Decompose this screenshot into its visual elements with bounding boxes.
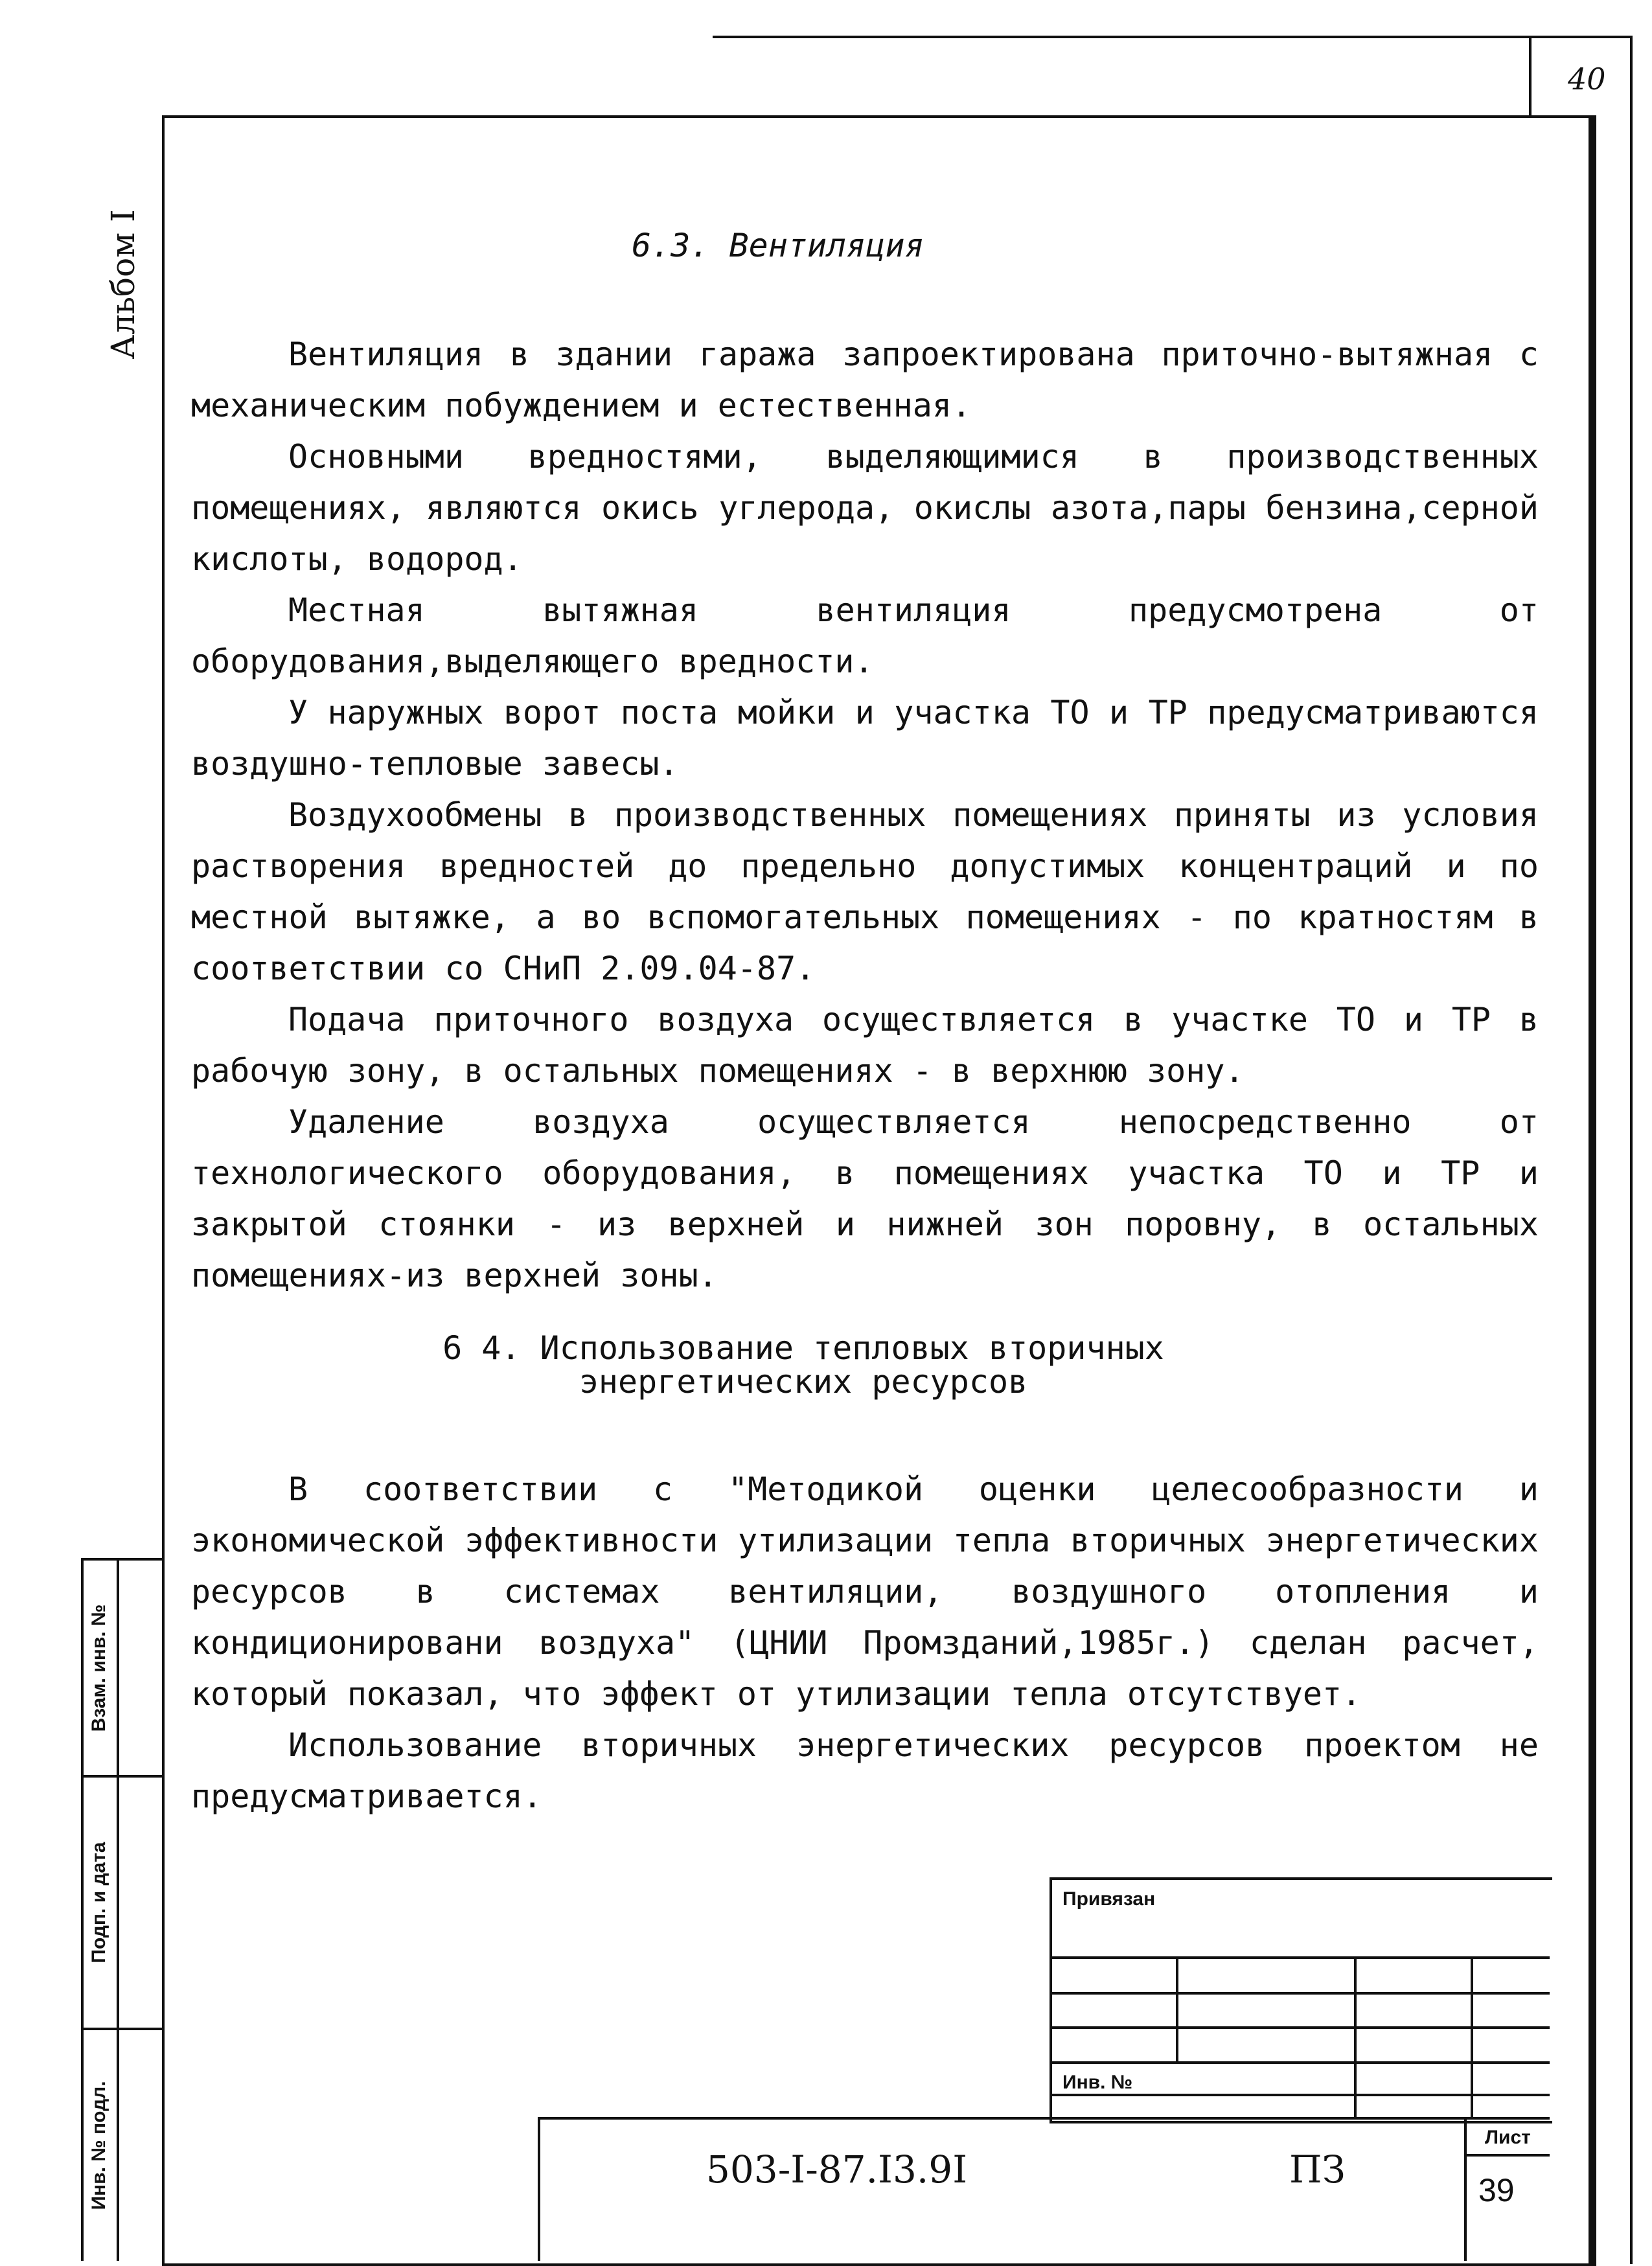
paragraph: Местная вытяжная вентиляция предусмотрена от оборудования,выделяющего вредности.: [191, 591, 1539, 680]
sheet-label: Лист: [1485, 2127, 1531, 2148]
privyazan-label: Привязан: [1062, 1888, 1156, 1910]
page-number: 40: [1568, 62, 1606, 97]
paragraph: Подача приточного воздуха осуществляется в участке ТО и ТР в рабочую зону, в остальных помещениях - в верхнюю зону.: [191, 1001, 1539, 1090]
paragraph: Основными вредностями, выделяющимися в производственных помещениях, являются окись углерода, окислы азота,пары бензина,серной кислоты, водород.: [191, 438, 1539, 578]
paragraph: Вентиляция в здании гаража запроектирована приточно-вытяжная с механическим побуждением и естественная.: [191, 336, 1539, 424]
podp-data-cell: Подп. и дата: [88, 1842, 109, 1963]
sheet-number: 39: [1478, 2172, 1515, 2208]
paragraph: Использование вторичных энергетических ресурсов проектом не предусматривается.: [191, 1726, 1539, 1815]
energy-text: [191, 1464, 1539, 1822]
inv-no-label: Инв. №: [1062, 2072, 1133, 2093]
inv-podl-cell: Инв. № подл.: [88, 2081, 109, 2210]
paragraph: В соответствии с "Методикой оценки целесообразности и экономической эффективности утилизации тепла вторичных энергетических ресурсов в системах вентиляции, воздушного отопления и кондиционировани воздуха" (ЦНИИ Промзданий,1985г.) сделан расчет, который показал, что эффект от утилизации тепла отсутствует.: [191, 1471, 1539, 1713]
paragraph: Воздухообмены в производственных помещениях приняты из условия растворения вредностей до предельно допустимых концентраций и по местной вытяжке, а во вспомогательных помещениях - по кратностям в соответствии со СНиП 2.09.04-87.: [191, 796, 1539, 987]
album-label: Альбом I: [104, 209, 142, 360]
section-heading-energy: 6 4. Использование тепловых вторичных энергетических ресурсов: [442, 1329, 1164, 1401]
ventilation-text: [191, 329, 1539, 1301]
paragraph: Удаление воздуха осуществляется непосредственно от технологического оборудования, в помещениях участка ТО и ТР и закрытой стоянки - из верхней и нижней зон поровну, в остальных помещениях-из верхней зоны.: [191, 1103, 1539, 1294]
vzam-inv-cell: Взам. инв. №: [88, 1604, 109, 1732]
doc-code: 503-I-87.I3.9I: [706, 2147, 968, 2192]
doc-type: ПЗ: [1289, 2147, 1346, 2192]
paragraph: У наружных ворот поста мойки и участка ТО и ТР предусматриваются воздушно-тепловые завесы.: [191, 694, 1539, 783]
section-heading-ventilation: 6.3. Вентиляция: [632, 227, 924, 264]
